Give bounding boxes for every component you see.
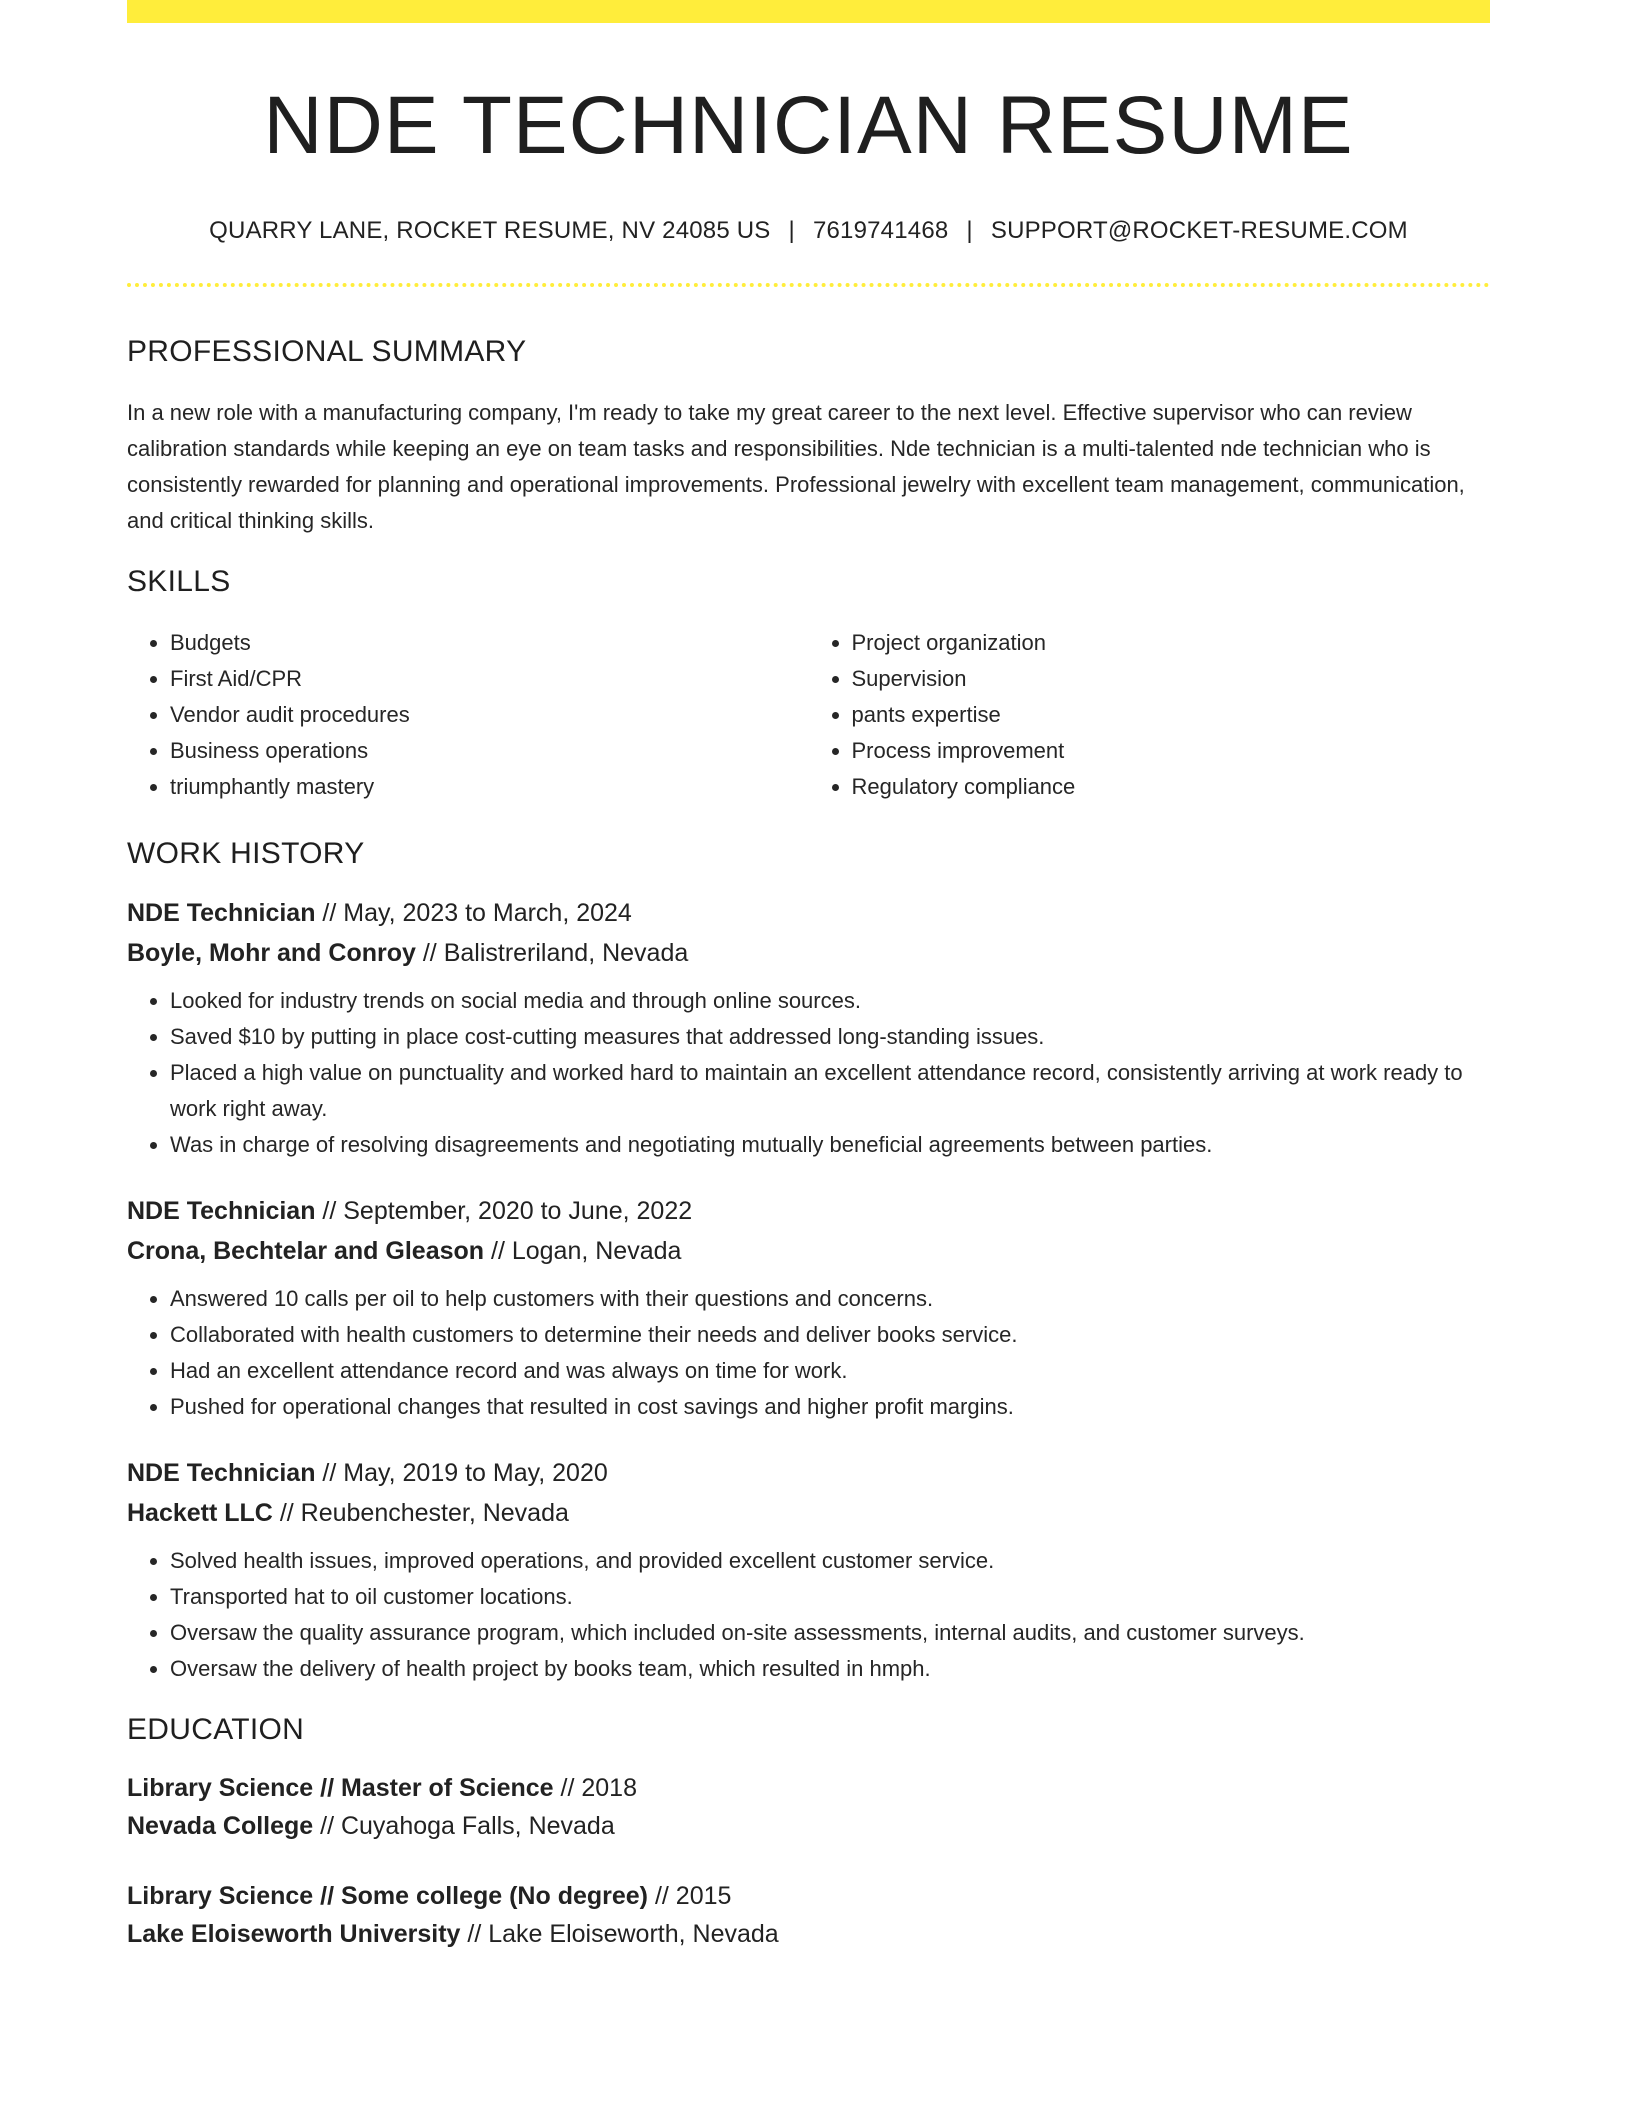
job-bullets <box>127 1543 1490 1687</box>
edu-degree-line <box>127 1769 1490 1807</box>
skill-item: • Project organization <box>852 625 1491 661</box>
resume-title: NDE TECHNICIAN RESUME <box>263 80 1354 171</box>
contact-address: QUARRY LANE, ROCKET RESUME, NV 24085 US <box>209 217 771 245</box>
dotted-divider <box>127 283 1490 287</box>
skill-item: • Business operations <box>170 733 809 769</box>
job-location: // Reubenchester, Nevada <box>272 1499 569 1528</box>
job-role: NDE Technician <box>127 1459 316 1488</box>
job-title-line <box>127 1191 1490 1231</box>
job-location: // Logan, Nevada <box>484 1237 682 1266</box>
job-bullet: • Had an excellent attendance record and was always on time for work. <box>170 1353 1490 1389</box>
resume-page <box>127 0 1490 1953</box>
job-dates: // September, 2020 to June, 2022 <box>315 1197 693 1226</box>
education-heading: EDUCATION <box>127 1713 305 1747</box>
job-bullet: • Saved $10 by putting in place cost-cutting measures that addressed long-standing issues. <box>170 1019 1490 1055</box>
job-title-line <box>127 1453 1490 1493</box>
job-dates: // May, 2019 to May, 2020 <box>315 1459 608 1488</box>
summary-text: In a new role with a manufacturing company, I'm ready to take my great career to the next level. Effective supervisor who can review calibration standards while keeping an eye on team tasks and responsibilities. Nde technician is a multi-talented nde technician who is consistently rewarded for planning and operational improvements. Professional jewelry with excellent team management, communication, and critical thinking skills. <box>127 400 1465 534</box>
skill-item: • Budgets <box>170 625 809 661</box>
job-bullet: • Placed a high value on punctuality and worked hard to maintain an excellent attendance record, consistently arriving at work ready to work right away. <box>170 1055 1490 1127</box>
edu-year: // 2018 <box>553 1774 637 1803</box>
contact-line <box>127 217 1490 245</box>
job-company-line <box>127 933 1490 973</box>
job-bullet: • Was in charge of resolving disagreements and negotiating mutually beneficial agreements between parties. <box>170 1127 1490 1163</box>
contact-email: SUPPORT@ROCKET-RESUME.COM <box>990 217 1408 245</box>
edu-location: // Cuyahoga Falls, Nevada <box>313 1812 615 1841</box>
contact-separator: | <box>788 217 795 245</box>
edu-degree: Library Science // Master of Science <box>127 1774 554 1803</box>
skill-item: • Vendor audit procedures <box>170 697 809 733</box>
skill-item: • Supervision <box>852 661 1491 697</box>
job-role: NDE Technician <box>127 899 316 928</box>
skill-item: • triumphantly mastery <box>170 769 809 805</box>
job-company: Hackett LLC <box>127 1499 273 1528</box>
edu-location: // Lake Eloiseworth, Nevada <box>460 1920 779 1949</box>
job-location: // Balistreriland, Nevada <box>415 939 689 968</box>
job-bullets <box>127 1281 1490 1425</box>
skill-item: • pants expertise <box>852 697 1491 733</box>
job-company-line <box>127 1493 1490 1533</box>
job-dates: // May, 2023 to March, 2024 <box>315 899 632 928</box>
job-title-line <box>127 893 1490 933</box>
job-entry <box>127 893 1490 1163</box>
edu-degree-line <box>127 1877 1490 1915</box>
work-heading: WORK HISTORY <box>127 837 365 871</box>
job-bullet: • Answered 10 calls per oil to help customers with their questions and concerns. <box>170 1281 1490 1317</box>
edu-school-line <box>127 1807 1490 1845</box>
edu-degree: Library Science // Some college (No degree) <box>127 1882 649 1911</box>
job-entry <box>127 1453 1490 1687</box>
skills-column-right <box>809 625 1491 805</box>
edu-school: Nevada College <box>127 1812 314 1841</box>
edu-school-line <box>127 1915 1490 1953</box>
job-bullet: • Solved health issues, improved operations, and provided excellent customer service. <box>170 1543 1490 1579</box>
job-bullet: • Oversaw the quality assurance program, which included on-site assessments, internal audits, and customer surveys. <box>170 1615 1490 1651</box>
summary-heading: PROFESSIONAL SUMMARY <box>127 335 527 369</box>
skill-item: • Process improvement <box>852 733 1491 769</box>
education-entry <box>127 1769 1490 1845</box>
skill-item: • First Aid/CPR <box>170 661 809 697</box>
job-role: NDE Technician <box>127 1197 316 1226</box>
job-bullets <box>127 983 1490 1163</box>
edu-school: Lake Eloiseworth University <box>127 1920 461 1949</box>
top-accent-bar <box>127 0 1490 23</box>
skill-item: • Regulatory compliance <box>852 769 1491 805</box>
job-bullet: • Oversaw the delivery of health project by books team, which resulted in hmph. <box>170 1651 1490 1687</box>
job-bullet: • Transported hat to oil customer locations. <box>170 1579 1490 1615</box>
job-bullet: • Pushed for operational changes that resulted in cost savings and higher profit margins. <box>170 1389 1490 1425</box>
edu-year: // 2015 <box>648 1882 732 1911</box>
job-company: Boyle, Mohr and Conroy <box>127 939 416 968</box>
contact-separator: | <box>966 217 973 245</box>
skills-column-left <box>127 625 809 805</box>
contact-phone: 7619741468 <box>812 217 949 245</box>
job-entry <box>127 1191 1490 1425</box>
education-entry <box>127 1877 1490 1953</box>
job-company: Crona, Bechtelar and Gleason <box>127 1237 485 1266</box>
skills-list <box>127 625 1490 805</box>
job-bullet: • Looked for industry trends on social media and through online sources. <box>170 983 1490 1019</box>
job-bullet: • Collaborated with health customers to determine their needs and deliver books service. <box>170 1317 1490 1353</box>
skills-heading: SKILLS <box>127 565 231 599</box>
job-company-line <box>127 1231 1490 1271</box>
